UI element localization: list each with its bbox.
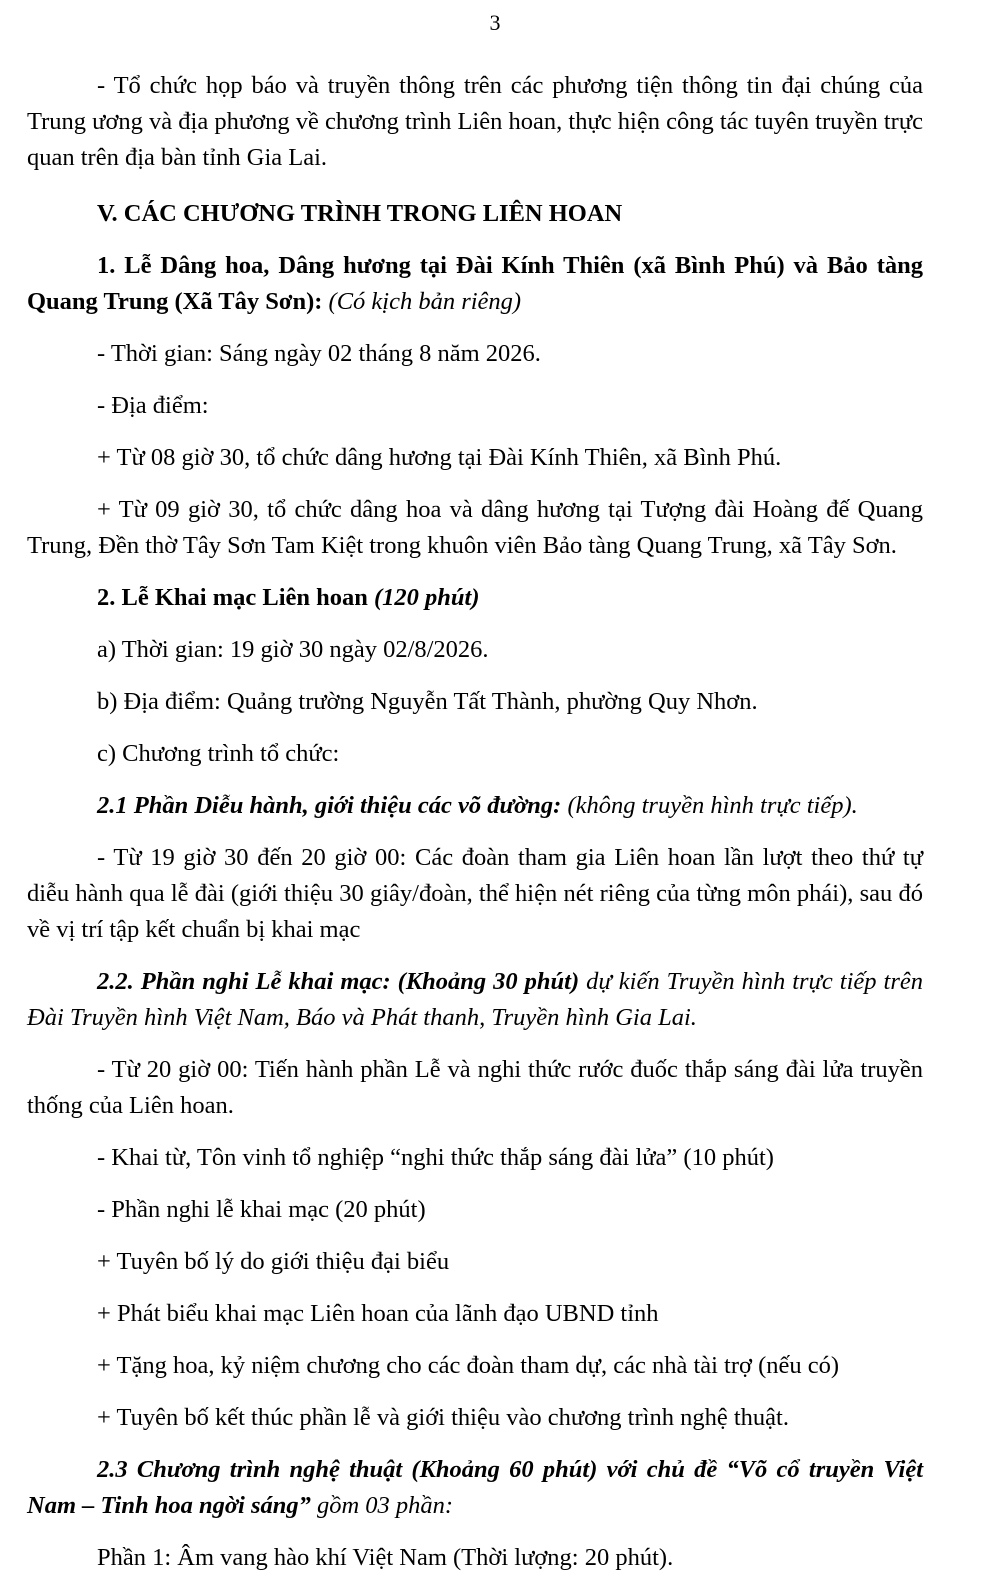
subsection-1-item-b: + Từ 09 giờ 30, tổ chức dâng hoa và dâng hương tại Tượng đài Hoàng đế Quang Trung, Đền thờ Tây Sơn Tam Kiệt trong khuôn viên Bảo tàng Quang Trung, xã Tây Sơn. <box>27 496 923 559</box>
subsection-2-2-heading <box>27 964 923 1036</box>
subsection-2-2-item-e: + Phát biểu khai mạc Liên hoan của lãnh đạo UBND tỉnh <box>97 1300 659 1327</box>
subsection-2-2-item-d: + Tuyên bố lý do giới thiệu đại biểu <box>97 1248 450 1275</box>
subsection-2-place: b) Địa điểm: Quảng trường Nguyễn Tất Thành, phường Quy Nhơn. <box>97 688 758 715</box>
subsection-2-3-part-1: Phần 1: Âm vang hào khí Việt Nam (Thời lượng: 20 phút). <box>97 1544 674 1571</box>
subsection-1-note: (Có kịch bản riêng) <box>328 288 522 315</box>
subsection-2-time: a) Thời gian: 19 giờ 30 ngày 02/8/2026. <box>97 636 489 663</box>
document-body <box>27 68 923 1576</box>
subsection-2-1-body: - Từ 19 giờ 30 đến 20 giờ 00: Các đoàn tham gia Liên hoan lần lượt theo thứ tự diễu hành qua lễ đài (giới thiệu 30 giây/đoàn, thể hiện nét riêng của từng môn phái), sau đó về vị trí tập kết chuẩn bị khai mạc <box>27 844 923 943</box>
subsection-2-3-heading <box>27 1452 923 1524</box>
subsection-2-title: 2. Lễ Khai mạc Liên hoan <box>97 584 368 611</box>
subsection-1-time: - Thời gian: Sáng ngày 02 tháng 8 năm 2026. <box>97 340 541 367</box>
subsection-1-title: 1. Lễ Dâng hoa, Dâng hương tại Đài Kính Thiên (xã Bình Phú) và Bảo tàng Quang Trung (Xã Tây Sơn): <box>27 252 923 315</box>
subsection-1-place: - Địa điểm: <box>97 392 209 419</box>
subsection-2-2-item-g: + Tuyên bố kết thúc phần lễ và giới thiệu vào chương trình nghệ thuật. <box>97 1404 789 1431</box>
page-number: 3 <box>489 10 501 35</box>
subsection-2-2-item-a: - Từ 20 giờ 00: Tiến hành phần Lễ và nghi thức rước đuốc thắp sáng đài lửa truyền thống của Liên hoan. <box>27 1056 923 1119</box>
subsection-2-2-title: 2.2. Phần nghi Lễ khai mạc: (Khoảng 30 phút) <box>97 968 580 995</box>
subsection-2-3-note: gồm 03 phần: <box>316 1492 454 1519</box>
section-heading-v: V. CÁC CHƯƠNG TRÌNH TRONG LIÊN HOAN <box>97 200 623 227</box>
paragraph-press: - Tổ chức họp báo và truyền thông trên các phương tiện thông tin đại chúng của Trung ương và địa phương về chương trình Liên hoan, thực hiện công tác tuyên truyền trực quan trên địa bàn tỉnh Gia Lai. <box>27 72 923 171</box>
subsection-1-heading <box>27 248 923 320</box>
subsection-2-heading <box>27 580 923 616</box>
subsection-2-1-title: 2.1 Phần Diễu hành, giới thiệu các võ đường: <box>97 792 562 819</box>
subsection-2-2-item-b: - Khai từ, Tôn vinh tổ nghiệp “nghi thức thắp sáng đài lửa” (10 phút) <box>97 1144 774 1171</box>
subsection-2-2-item-c: - Phần nghi lễ khai mạc (20 phút) <box>97 1196 426 1223</box>
subsection-1-item-a: + Từ 08 giờ 30, tổ chức dâng hương tại Đài Kính Thiên, xã Bình Phú. <box>97 444 782 471</box>
subsection-2-3-title: 2.3 Chương trình nghệ thuật (Khoảng 60 phút) với chủ đề “Võ cổ truyền Việt Nam – Tinh hoa ngời sáng” <box>27 1456 923 1519</box>
subsection-2-2-item-f: + Tặng hoa, kỷ niệm chương cho các đoàn tham dự, các nhà tài trợ (nếu có) <box>97 1352 840 1379</box>
subsection-2-duration: (120 phút) <box>374 584 480 611</box>
subsection-2-program: c) Chương trình tổ chức: <box>97 740 340 767</box>
subsection-2-1-heading <box>27 788 923 824</box>
subsection-2-2-note: dự kiến Truyền hình trực tiếp trên Đài Truyền hình Việt Nam, Báo và Phát thanh, Truyền hình Gia Lai. <box>27 968 923 1031</box>
subsection-2-1-note: (không truyền hình trực tiếp). <box>567 792 858 819</box>
